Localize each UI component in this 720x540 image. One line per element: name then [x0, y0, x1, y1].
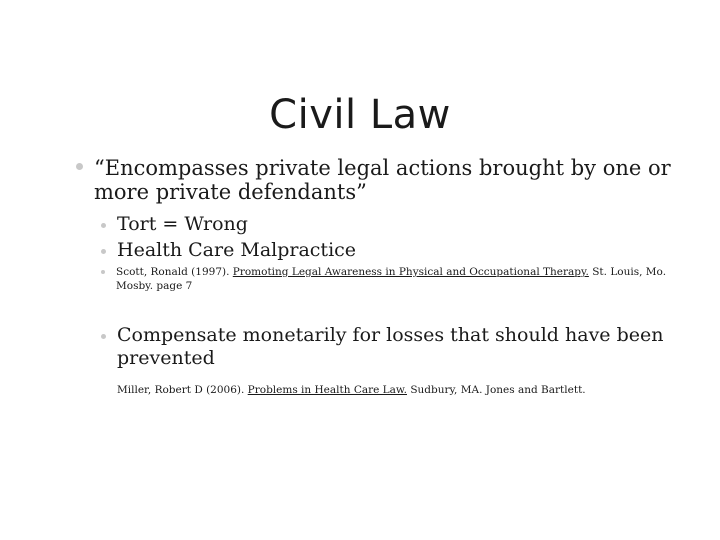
citation-1-prefix: Scott, Ronald (1997). — [116, 266, 230, 278]
citation-1-line-1 — [116, 265, 666, 279]
sub-bullet-dot-icon — [101, 249, 106, 254]
bullet-dot-icon — [101, 334, 106, 339]
citation-1-suffix: St. Louis, Mo. — [592, 266, 667, 278]
sub-bullet-dot-icon — [101, 223, 106, 228]
citation-2-suffix: Sudbury, MA. Jones and Bartlett. — [410, 384, 586, 396]
citation-1-line-2: Mosby. page 7 — [116, 280, 193, 292]
citation-2 — [117, 383, 586, 397]
sub-bullet-tort: Tort = Wrong — [117, 213, 248, 235]
citation-dot-icon — [101, 270, 105, 274]
bullet-dot-icon — [76, 163, 83, 170]
citation-1-book-title: Promoting Legal Awareness in Physical and Occupational Therapy. — [232, 266, 589, 278]
bullet-2-line-2: prevented — [117, 347, 215, 369]
slide-title: Civil Law — [269, 92, 451, 138]
citation-2-prefix: Miller, Robert D (2006). — [117, 384, 245, 396]
bullet-1-line-2: more private defendants” — [94, 180, 367, 204]
bullet-1-line-1: “Encompasses private legal actions brought by one or — [94, 156, 671, 180]
sub-bullet-malpractice: Health Care Malpractice — [117, 239, 357, 261]
bullet-2-line-1: Compensate monetarily for losses that should have been — [117, 324, 664, 346]
citation-2-book-title: Problems in Health Care Law. — [247, 384, 407, 396]
